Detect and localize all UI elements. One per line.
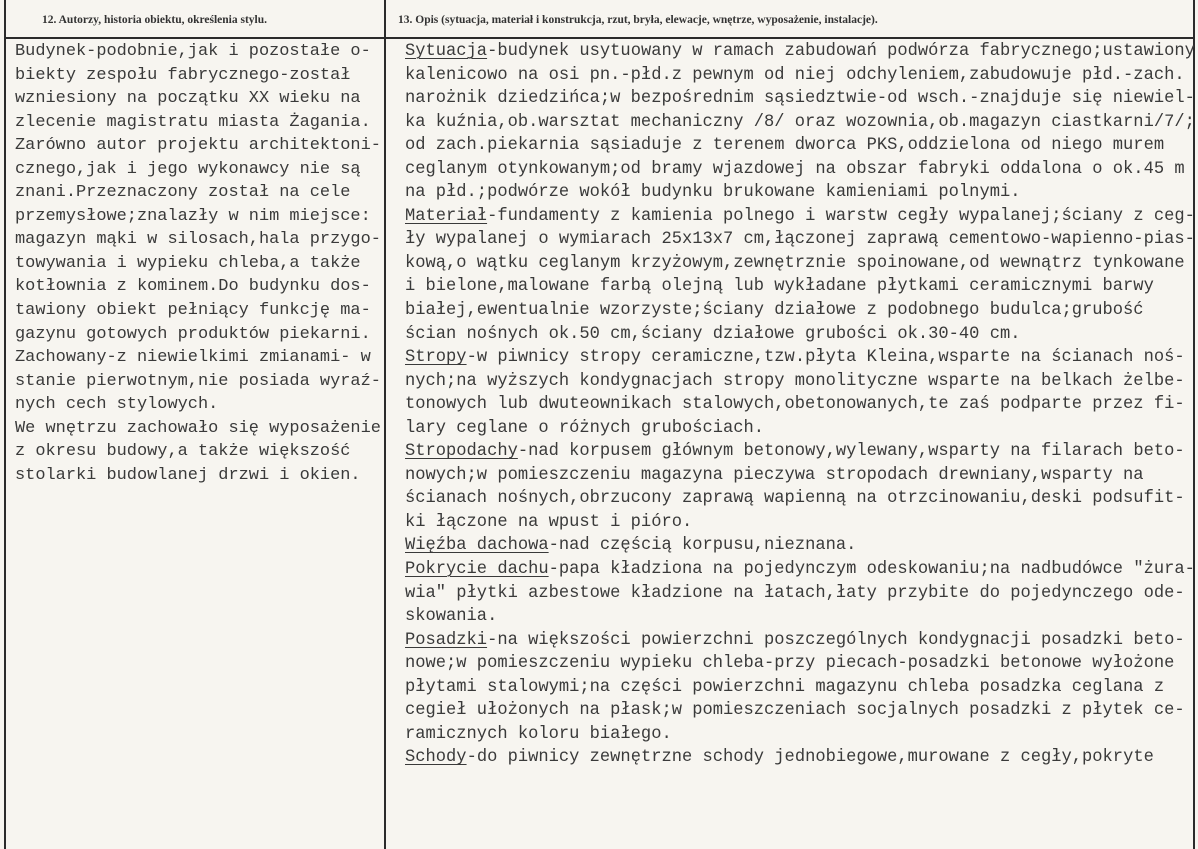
text-line	[405, 275, 1195, 299]
text-line: zlecenie magistratu miasta Żagania.	[15, 112, 371, 132]
section-term: Sytuacja	[405, 42, 488, 61]
text-line: cznego,jak i jego wykonawcy nie są	[15, 159, 361, 179]
text-line	[405, 582, 1195, 606]
right-column-heading: 13. Opis (sytuacja, materiał i konstrukcja, rzut, bryła, elewacje, wnętrze, wyposażenie, instalacje).	[398, 14, 878, 26]
text-line	[405, 746, 1195, 770]
text-line	[405, 605, 1195, 629]
text-line	[405, 299, 1195, 323]
section-term: Schody	[405, 748, 467, 768]
text-line	[405, 487, 1195, 511]
text-line: znani.Przeznaczony został na cele	[15, 183, 351, 203]
section-text: kalenicowo na osi pn.-płd.z pewnym od niej odchyleniem,zabudowuje płd.-zach.	[405, 65, 1185, 85]
section-text: lary ceglane o różnych grubościach.	[405, 418, 765, 438]
text-line	[405, 464, 1195, 488]
section-text: ły wypalanej o wymiarach 25x13x7 cm,łączonej zaprawą cementowo-wapienno-pias-	[405, 230, 1195, 250]
section-text: -budynek usytuowany w ramach zabudowań podwórza fabrycznego;ustawiony	[487, 42, 1195, 61]
text-line	[405, 417, 1195, 441]
text-line: wzniesiony na początku XX wieku na	[15, 89, 361, 109]
page-border-left	[4, 0, 6, 849]
section-text: -do piwnicy zewnętrzne schody jednobiegowe,murowane z cegły,pokryte	[466, 748, 1154, 768]
text-line	[405, 228, 1195, 252]
text-line	[405, 323, 1195, 347]
left-column-text	[15, 40, 383, 487]
text-line: kotłownia z kominem.Do budynku dos-	[15, 277, 371, 297]
text-line	[405, 534, 1195, 558]
section-text: białej,ewentualnie wzorzyste;ściany działowe z podobnego budulca;grubość	[405, 301, 1144, 321]
section-term: Posadzki	[405, 630, 488, 650]
text-line	[405, 158, 1195, 182]
text-line: Zarówno autor projektu architektoni-	[15, 136, 381, 156]
section-term: Stropy	[405, 348, 467, 368]
left-column-heading: 12. Autorzy, historia obiektu, określenia stylu.	[42, 14, 268, 26]
text-line	[405, 393, 1195, 417]
section-term: Materiał	[405, 206, 488, 226]
text-line: stanie pierwotnym,nie posiada wyraź-	[15, 371, 381, 391]
section-text: tonowych lub dwuteownikach stalowych,obetonowanych,te zaś podparte przez fi-	[405, 395, 1185, 415]
section-text: ramicznych koloru białego.	[405, 724, 672, 744]
header-rule	[4, 37, 1195, 39]
section-text: -na większości powierzchni poszczególnych kondygnacji posadzki beto-	[487, 630, 1185, 650]
text-line	[405, 252, 1195, 276]
column-divider	[384, 0, 386, 849]
text-line: Budynek-podobnie,jak i pozostałe o-	[15, 42, 371, 61]
section-term: Więźba dachowa	[405, 536, 549, 556]
section-text: skowania.	[405, 607, 498, 627]
text-line: biekty zespołu fabrycznego-został	[15, 65, 351, 85]
text-line: gazynu gotowych produktów piekarni.	[15, 324, 371, 344]
text-line: z okresu budowy,a także większość	[15, 442, 351, 462]
section-text: nowych;w pomieszczeniu magazyna pieczywa stropodach drewniany,wsparty na	[405, 465, 1144, 485]
section-text: narożnik dziedzińca;w bezpośrednim sąsiedztwie-od wsch.-znajduje się niewiel-	[405, 89, 1195, 109]
section-text: nych;na wyższych kondygnacjach stropy monolityczne wsparte na belkach żelbe-	[405, 371, 1185, 391]
section-text: -w piwnicy stropy ceramiczne,tzw.płyta Kleina,wsparte na ścianach noś-	[466, 348, 1185, 368]
text-line: Zachowany-z niewielkimi zmianami- w	[15, 348, 371, 368]
text-line	[405, 699, 1195, 723]
section-text: ka kuźnia,ob.warsztat mechaniczny /8/ oraz wozownia,ob.magazyn ciastkarni/7/;	[405, 112, 1195, 132]
section-text: -fundamenty z kamienia polnego i warstw cegły wypalanej;ściany z ceg-	[487, 206, 1195, 226]
section-text: -nad korpusem głównym betonowy,wylewany,wsparty na filarach beto-	[517, 442, 1185, 462]
section-text: kową,o wątku ceglanym krzyżowym,zewnętrznie spoinowane,od wewnątrz tynkowane	[405, 253, 1185, 273]
text-line: We wnętrzu zachowało się wyposażenie	[15, 418, 381, 438]
section-text: płytami stalowymi;na części powierzchni magazynu chleba posadzka ceglana z	[405, 677, 1165, 697]
section-text: na płd.;podwórze wokół budynku brukowane kamieniami polnymi.	[405, 183, 1021, 203]
text-line: nych cech stylowych.	[15, 395, 219, 415]
section-text: ceglanym otynkowanym;od bramy wjazdowej na obszar fabryki oddalona o ok.45 m	[405, 159, 1185, 179]
section-text: ścian nośnych ok.50 cm,ściany działowe grubości ok.30-40 cm.	[405, 324, 1021, 344]
section-text: ki łączone na wpust i pióro.	[405, 512, 693, 532]
text-line: towywania i wypieku chleba,a także	[15, 253, 361, 273]
section-text: -nad częścią korpusu,nieznana.	[548, 536, 857, 556]
section-text: wia" płytki azbestowe kładzione na łatach,łaty przybite do pojedynczego ode-	[405, 583, 1185, 603]
text-line	[405, 181, 1195, 205]
section-text: ścianach nośnych,obrzucony zaprawą wapienną na otrzcinowaniu,deski podsufit-	[405, 489, 1185, 509]
text-line	[405, 370, 1195, 394]
text-line	[405, 440, 1195, 464]
text-line	[405, 558, 1195, 582]
section-term: Stropodachy	[405, 442, 518, 462]
right-column-text	[405, 40, 1195, 770]
text-line	[405, 511, 1195, 535]
text-line: tawiony obiekt pełniący funkcję ma-	[15, 301, 371, 321]
text-line	[405, 676, 1195, 700]
text-line	[405, 87, 1195, 111]
text-line	[405, 652, 1195, 676]
text-line	[405, 205, 1195, 229]
text-line	[405, 111, 1195, 135]
section-text: i bielone,malowane farbą olejną lub wykładane płytkami ceramicznymi barwy	[405, 277, 1154, 297]
text-line: magazyn mąki w silosach,hala przygo-	[15, 230, 381, 250]
section-text: -papa kładziona na pojedynczym odeskowaniu;na nadbudówce "żura-	[548, 560, 1195, 580]
section-text: nowe;w pomieszczeniu wypieku chleba-przy piecach-posadzki betonowe wyłożone	[405, 654, 1175, 674]
text-line	[405, 134, 1195, 158]
text-line	[405, 346, 1195, 370]
text-line	[405, 723, 1195, 747]
text-line	[405, 629, 1195, 653]
text-line	[405, 64, 1195, 88]
section-term: Pokrycie dachu	[405, 560, 549, 580]
section-text: cegieł ułożonych na płask;w pomieszczeniach socjalnych posadzki z płytek ce-	[405, 701, 1185, 721]
text-line: przemysłowe;znalazły w nim miejsce:	[15, 206, 371, 226]
text-line: stolarki budowlanej drzwi i okien.	[15, 465, 361, 485]
text-line	[405, 40, 1195, 64]
section-text: od zach.piekarnia sąsiaduje z terenem dworca PKS,oddzielona od niego murem	[405, 136, 1165, 156]
